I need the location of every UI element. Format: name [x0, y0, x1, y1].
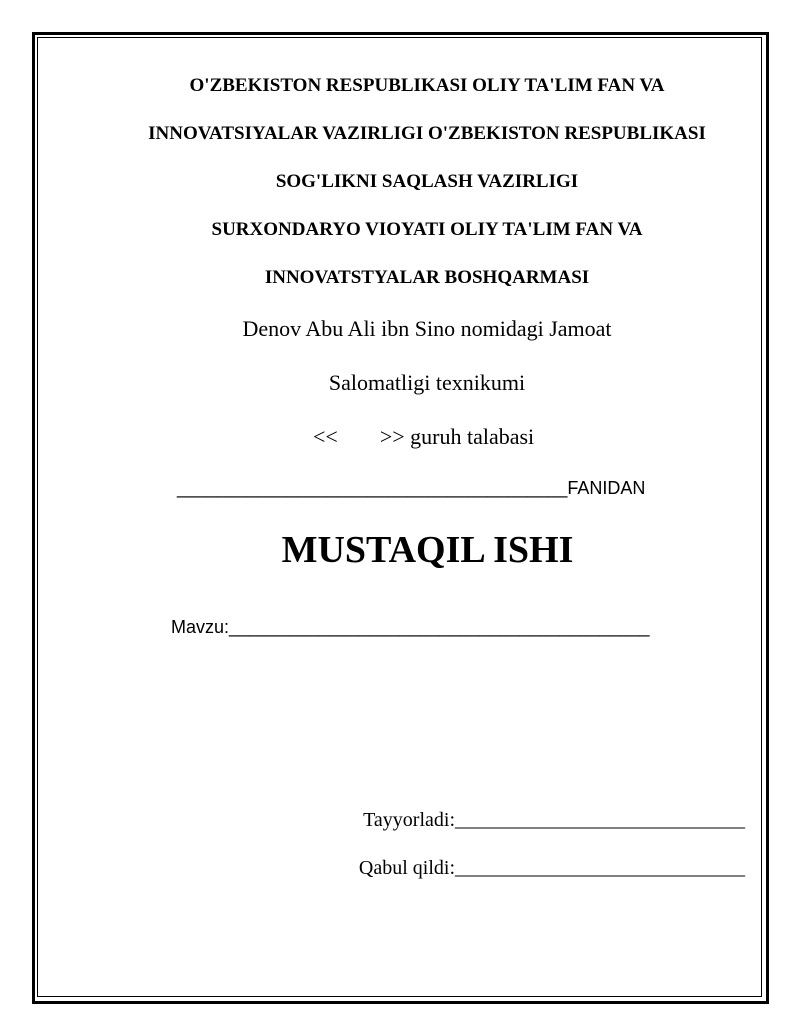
header-line-5: INNOVATSTYALAR BOSHQARMASI: [264, 267, 590, 288]
group-label: >> guruh talabasi: [379, 424, 535, 449]
header-line-4: SURXONDARYO VIOYATI OLIY TA'LIM FAN VA: [211, 219, 643, 240]
institution-line-2: Salomatligi texnikumi: [328, 370, 526, 395]
subject-line: _______________________________________FANIDAN: [177, 478, 646, 498]
group-open-marks: <<: [313, 424, 338, 449]
institution-line-1: Denov Abu Ali ibn Sino nomidagi Jamoat: [242, 316, 612, 341]
accepted-by-line: Qabul qildi:_____________________________: [358, 857, 745, 879]
header-line-2: INNOVATSIYALAR VAZIRLIGI O'ZBEKISTON RESPUBLIKASI: [148, 123, 706, 144]
group-line: [313, 424, 534, 450]
topic-line: Mavzu:__________________________________________: [171, 617, 650, 637]
prepared-by-line: Tayyorladi:_____________________________: [363, 809, 745, 831]
header-line-1: O'ZBEKISTON RESPUBLIKASI OLIY TA'LIM FAN VA: [189, 75, 665, 96]
header-line-3: SOG'LIKNI SAQLASH VAZIRLIGI: [275, 171, 579, 192]
document-title: MUSTAQIL ISHI: [281, 529, 574, 571]
